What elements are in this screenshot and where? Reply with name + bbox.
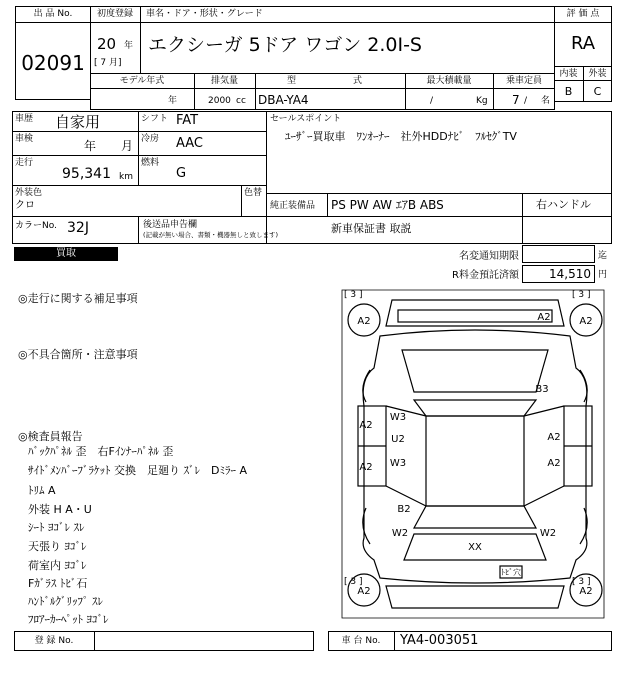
displacement-label: 排気量	[210, 76, 238, 86]
rear-left-quarter-w2: W2	[391, 528, 409, 539]
corner-bottom-left: [ 3 ]	[344, 577, 363, 587]
exterior-grade-label: 外装	[588, 69, 607, 79]
model-year-label: モデル年式	[119, 76, 165, 86]
report-line: ｼｰﾄ ﾖｺﾞﾚ ｽﾚ	[28, 521, 85, 534]
displacement-unit: cc	[236, 96, 246, 106]
outer-color-label: 外装色	[15, 188, 43, 198]
history-label: 車歴	[15, 114, 34, 124]
report-line: Fｶﾞﾗｽ ﾄﾋﾞ石	[28, 577, 88, 590]
model-year-unit: 年	[168, 96, 178, 106]
first-registration-label: 初度登録	[96, 9, 133, 19]
right-door-rear-damage: A2	[547, 458, 561, 469]
max-load-slash: /	[430, 96, 434, 106]
aftermarket-note: (記載が無い場合、書類・機器無しと致します)	[143, 231, 279, 239]
lot-number: 02091	[21, 51, 85, 75]
air-conditioning: AAC	[176, 136, 203, 151]
lot-label: 出 品 No.	[33, 9, 73, 19]
corner-top-right: [ 3 ]	[572, 290, 591, 300]
right-door-front-damage: A2	[547, 432, 561, 443]
model-type-label: 型	[287, 76, 297, 86]
shift-label: シフト	[141, 114, 169, 124]
name-change-label: 名変通知期限	[459, 251, 519, 262]
wheel-front-right: A2	[579, 316, 593, 327]
car-name: エクシーガ 5ドア ワゴン 2.0I-S	[148, 34, 422, 56]
overall-grade: RA	[570, 33, 596, 54]
ac-label: 冷房	[141, 134, 160, 144]
sales-point-label: セールスポイント	[270, 114, 342, 124]
shift-type: FAT	[176, 113, 199, 128]
left-door-rear-damage: A2	[359, 462, 373, 473]
fuel-type: G	[176, 166, 187, 181]
left-door-front-damage: A2	[359, 420, 373, 431]
wheel-front-left: A2	[357, 316, 371, 327]
inspection-year: 年	[84, 139, 97, 153]
chassis-label: 車 台 No.	[341, 636, 381, 646]
interior-grade-label: 内装	[559, 69, 578, 79]
purchase-tag-text: 買取	[56, 248, 76, 259]
report-line: ﾌﾛｱｰｶｰﾍﾟｯﾄ ﾖｺﾞﾚ	[28, 613, 109, 626]
recolor-label: 色替	[244, 188, 263, 198]
rear-right-quarter-w2: W2	[539, 528, 557, 539]
report-line: 外装 H A・U	[28, 503, 92, 516]
mileage-value: 95,341	[62, 166, 111, 182]
exterior-grade: C	[593, 85, 602, 98]
model-type-label-2: 式	[353, 76, 363, 86]
wheel-rear-right: A2	[579, 586, 593, 597]
report-line: ﾊﾝﾄﾞﾙｸﾞﾘｯﾌﾟ ｽﾚ	[28, 595, 103, 608]
chassis-number: YA4-003051	[400, 633, 479, 648]
seating-capacity: 7	[512, 93, 520, 107]
interior-grade: B	[564, 85, 573, 98]
front-bumper-damage: A2	[537, 312, 551, 323]
recycle-fee: 14,510	[549, 267, 591, 281]
corner-top-left: [ 3 ]	[344, 290, 363, 300]
registration-label: 登 録 No.	[34, 636, 74, 646]
warranty-docs: 新車保証書 取説	[331, 222, 412, 235]
roof-w3-front: W3	[389, 412, 407, 423]
max-load-label: 最大積載量	[426, 76, 472, 86]
front-right-fender-damage: B3	[535, 384, 549, 395]
equipment-label: 純正装備品	[270, 201, 316, 211]
color-number: 32J	[67, 220, 89, 236]
year-unit: 年	[124, 41, 134, 51]
recycle-unit: 円	[598, 270, 608, 280]
recycle-label: R料金預託済額	[452, 270, 519, 281]
grade-label: 評 価 点	[566, 9, 600, 19]
car-name-label: 車名・ドア・形状・グレード	[146, 9, 263, 19]
vehicle-history: 自家用	[55, 113, 101, 131]
color-no-label: カラーNo.	[15, 221, 57, 231]
report-line: 天張り ﾖｺﾞﾚ	[28, 540, 87, 553]
mileage-label: 走行	[15, 158, 34, 168]
outer-color: クロ	[15, 200, 35, 211]
model-type: DBA-YA4	[258, 93, 309, 107]
name-change-box	[522, 245, 595, 263]
fuel-label: 燃料	[141, 158, 160, 168]
seating-slash: /	[524, 96, 528, 106]
inspection-month: 月	[121, 139, 134, 153]
corner-bottom-right: [ 3 ]	[572, 577, 591, 587]
wheel-rear-left: A2	[357, 586, 371, 597]
roof-w3-rear: W3	[389, 458, 407, 469]
registration-month: [ 7 月]	[94, 58, 122, 68]
rear-chip-tag: ﾄﾋﾞ穴	[501, 568, 521, 577]
defects-title: ◎不具合箇所・注意事項	[18, 348, 138, 361]
driving-notes-title: ◎走行に関する補足事項	[18, 292, 138, 305]
equipment-list: PS PW AW ｴｱB ABS	[331, 198, 444, 212]
inspector-report-title: ◎検査員報告	[18, 430, 83, 443]
inspection-label: 車検	[15, 134, 34, 144]
displacement-value: 2000	[208, 96, 231, 106]
roof-u2: U2	[391, 434, 405, 445]
trunk-damage: XX	[468, 542, 482, 553]
report-line: ﾊﾞｯｸﾊﾟﾈﾙ 歪 右Fｲﾝﾅｰﾊﾟﾈﾙ 歪	[28, 445, 174, 458]
rear-left-quarter-b2: B2	[397, 504, 411, 515]
max-load-unit: Kg	[476, 96, 488, 106]
seating-unit: 名	[541, 96, 551, 106]
era-year: 20	[97, 35, 117, 53]
sales-point: ﾕｰｻﾞｰ買取車 ﾜﾝｵｰﾅｰ 社外HDDﾅﾋﾞ ﾌﾙｾｸﾞTV	[285, 130, 517, 143]
report-line: ﾄﾘﾑ A	[28, 484, 56, 497]
damage-diagram	[340, 288, 612, 628]
name-change-unit: 迄	[598, 251, 608, 261]
report-line: ｻｲﾄﾞﾒﾝﾊﾞｰﾌﾞﾗｹｯﾄ 交換 足廻り ｽﾞﾚ Dﾐﾗｰ A	[28, 464, 247, 477]
aftermarket-label: 後送品申告欄	[143, 220, 198, 230]
steering-side: 右ハンドル	[536, 198, 591, 211]
report-line: 荷室内 ﾖｺﾞﾚ	[28, 559, 87, 572]
seating-label: 乗車定員	[505, 76, 542, 86]
mileage-unit: km	[119, 172, 133, 182]
